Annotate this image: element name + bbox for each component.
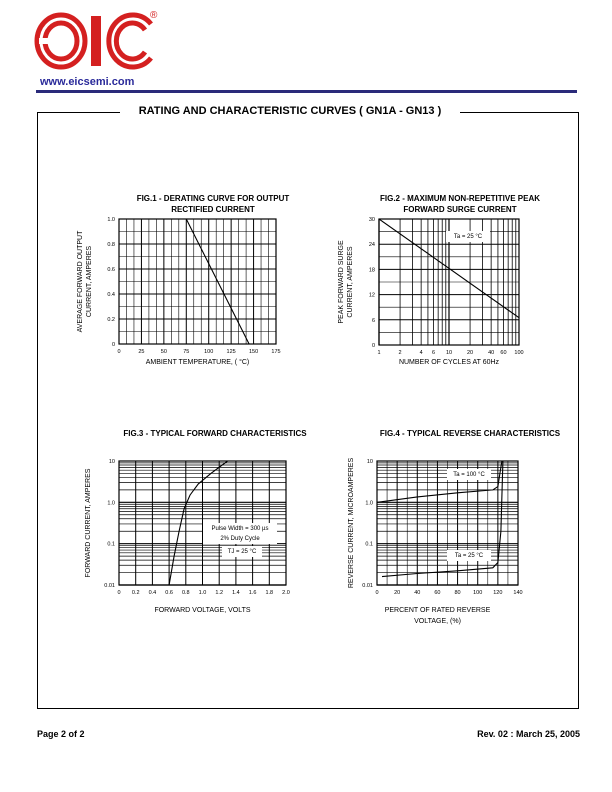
page-number: Page 2 of 2 [37, 729, 85, 739]
y-tick-label: 0.01 [104, 583, 115, 589]
x-tick-label: 0 [117, 349, 121, 355]
x-tick-label: 40 [414, 590, 421, 596]
annotation-ta25: Ta = 25 °C [454, 553, 484, 559]
fig1-title: FIG.1 - DERATING CURVE FOR OUTPUT RECTIFIED CURRENT [136, 194, 290, 214]
x-tick-label: 0.2 [131, 590, 140, 596]
y-tick-label: 10 [108, 459, 115, 465]
x-tick-label: 0.4 [148, 590, 157, 596]
x-tick-label: 6 [431, 350, 436, 356]
x-tick-label: 10 [445, 350, 453, 356]
x-axis-label: NUMBER OF CYCLES AT 60Hz [398, 359, 500, 366]
y-tick-label: 1.0 [107, 217, 115, 223]
y-tick-label: 0.8 [107, 242, 115, 248]
y-tick-label: 18 [368, 267, 375, 274]
y-tick-label: 0 [111, 342, 115, 348]
y-tick-label: 0.2 [107, 317, 115, 323]
x-tick-label: 140 [513, 590, 523, 596]
x-tick-label: 100 [473, 590, 483, 596]
y-tick-label: 1.0 [365, 500, 373, 507]
x-tick-label: 1.8 [265, 590, 274, 596]
y-axis-label: PEAK FORWARD SURGE [338, 240, 345, 324]
registered-mark: ® [150, 10, 158, 21]
x-tick-label: 2.0 [282, 590, 290, 596]
x-tick-label: 125 [226, 349, 236, 355]
x-axis-label: FORWARD VOLTAGE, VOLTS [154, 607, 251, 614]
fig2-title: FIG.2 - MAXIMUM NON-REPETITIVE PEAK FORWARD SURGE CURRENT [379, 194, 540, 214]
annotation-ta100: Ta = 100 °C [453, 472, 485, 478]
x-tick-label: 1.4 [232, 590, 240, 596]
fig4-title: FIG.4 - TYPICAL REVERSE CHARACTERISTICS [379, 429, 561, 438]
x-tick-label: 1.2 [215, 590, 224, 596]
x-tick-label: 80 [454, 590, 461, 596]
y-tick-label: 1.0 [107, 500, 115, 507]
y-tick-label: 0.1 [365, 541, 373, 548]
y-tick-label: 0.01 [362, 583, 373, 589]
website-link[interactable]: www.eicsemi.com [40, 76, 135, 88]
x-tick-label: 1.6 [248, 590, 257, 596]
y-axis-label: FORWARD CURRENT, AMPERES [85, 468, 92, 578]
x-axis-label: AMBIENT TEMPERATURE, ( °C) [145, 359, 250, 366]
y-tick-label: 30 [368, 217, 375, 223]
y-tick-label: 24 [368, 242, 375, 249]
x-tick-label: 60 [434, 590, 441, 596]
y-tick-label: 0.1 [107, 541, 115, 548]
y-axis-label: REVERSE CURRENT, MICROAMPERES [348, 457, 355, 589]
x-tick-label: 50 [160, 349, 167, 355]
x-tick-label: 100 [204, 349, 214, 355]
x-tick-label: 75 [183, 349, 190, 355]
x-tick-label: 20 [467, 350, 474, 356]
x-axis-label: PERCENT OF RATED REVERSE [384, 607, 491, 614]
x-tick-label: 60 [500, 350, 507, 356]
page-title: RATING AND CHARACTERISTIC CURVES ( GN1A - GN13 ) [138, 105, 442, 117]
annotation-pulse: 2% Duty Cycle [220, 536, 260, 542]
x-tick-label: 2 [398, 350, 402, 356]
x-tick-label: 100 [514, 350, 524, 356]
x-tick-label: 0 [117, 590, 121, 596]
x-tick-label: 0 [375, 590, 379, 596]
x-tick-label: 40 [488, 350, 495, 356]
y-axis-label: CURRENT, AMPERES [347, 246, 354, 318]
x-tick-label: 1.0 [198, 590, 207, 596]
y-tick-label: 6 [371, 317, 375, 324]
x-tick-label: 4 [419, 350, 423, 356]
x-tick-label: 0.6 [165, 590, 173, 596]
x-tick-label: 120 [493, 590, 503, 596]
y-tick-label: 12 [368, 292, 375, 299]
x-tick-label: 150 [248, 349, 259, 355]
annotation-pulse: Pulse Width = 300 µs [211, 526, 269, 532]
y-axis-label: AVERAGE FORWARD OUTPUT [77, 230, 84, 333]
x-tick-label: 1 [377, 350, 381, 356]
y-axis-label: CURRENT, AMPERES [86, 245, 93, 318]
revision-date: Rev. 02 : March 25, 2005 [477, 729, 580, 739]
x-tick-label: 25 [138, 349, 145, 355]
x-tick-label: 175 [271, 349, 281, 355]
annotation-tj: TJ = 25 °C [227, 549, 257, 555]
fig3-title: FIG.3 - TYPICAL FORWARD CHARACTERISTICS [123, 429, 307, 438]
x-axis-label: VOLTAGE, (%) [414, 618, 461, 625]
y-tick-label: 0.6 [107, 267, 115, 273]
y-tick-label: 0.4 [107, 292, 115, 298]
y-tick-label: 0 [371, 343, 375, 349]
annotation-ta25: Ta = 25 °C [453, 234, 483, 240]
y-tick-label: 10 [366, 459, 373, 465]
x-tick-label: 20 [394, 590, 401, 596]
x-tick-label: 0.8 [181, 590, 190, 596]
